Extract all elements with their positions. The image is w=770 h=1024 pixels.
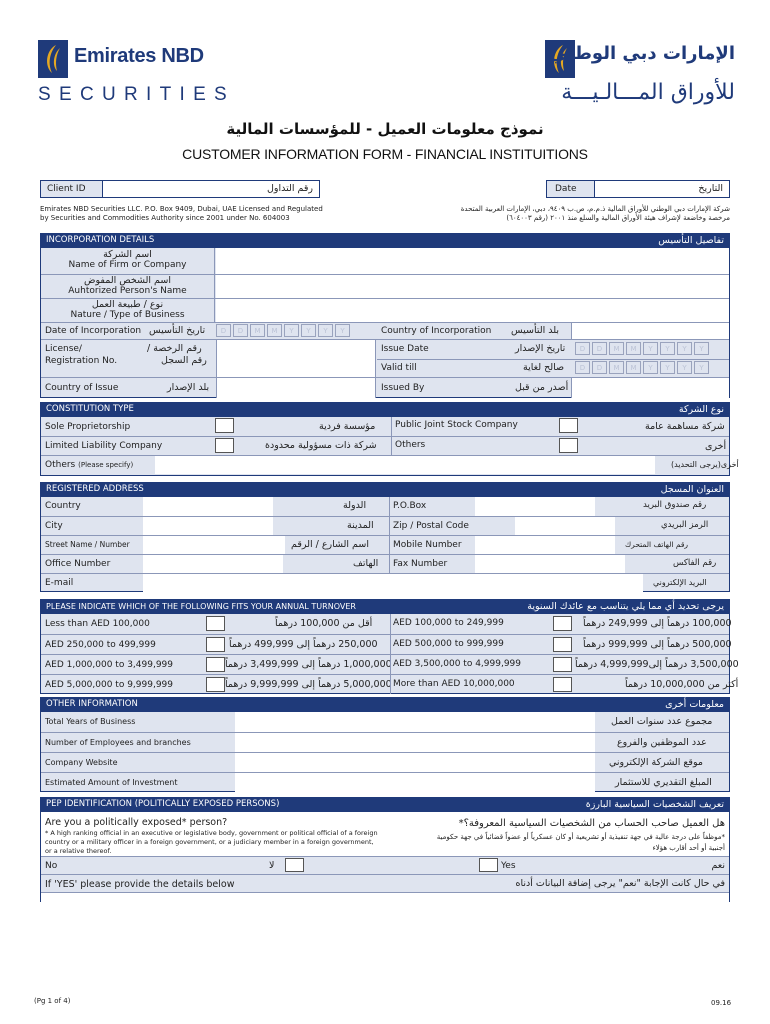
country-issue-label-ar: بلد الإصدار bbox=[167, 382, 210, 393]
turnover-title-en: PLEASE INDICATE WHICH OF THE FOLLOWING FITS YOUR ANNUAL TURNOVER bbox=[46, 602, 356, 611]
years-input[interactable] bbox=[235, 712, 595, 732]
firm-name-input[interactable] bbox=[216, 248, 729, 274]
form-title-ar: نموذج معلومات العميل - للمؤسسات المالية bbox=[226, 120, 544, 138]
pep-question-en: Are you a politically exposed* person? bbox=[45, 817, 228, 828]
date-digit-box[interactable]: D bbox=[575, 342, 590, 355]
disclaimer-ar-2: مرخصة وخاضعة لإشراف هيئة الأوراق المالية والسلع منذ ٢٠٠١ (رقم ٦٠٤٠٠٣) bbox=[506, 214, 730, 222]
pep-question-block bbox=[41, 812, 729, 856]
authorized-label-ar: اسم الشخص المفوض bbox=[84, 275, 171, 286]
constitution-header bbox=[40, 402, 730, 417]
emirates-nbd-emblem-icon bbox=[38, 40, 68, 78]
firm-name-row bbox=[41, 248, 729, 274]
date-digit-box[interactable]: M bbox=[609, 361, 624, 374]
doi-date-input[interactable] bbox=[216, 324, 378, 338]
others-label-ar: أخرى bbox=[705, 441, 727, 452]
turnover-1-right-checkbox[interactable] bbox=[553, 637, 572, 652]
address-row-3 bbox=[41, 535, 729, 554]
incorporation-table bbox=[40, 248, 730, 398]
turnover-row-1 bbox=[41, 634, 732, 654]
client-id-label-ar: رقم التداول bbox=[267, 183, 313, 194]
constitution-title-ar: نوع الشركة bbox=[678, 404, 724, 415]
pep-details-ar: في حال كانت الإجابة "نعم" يرجى إضافة البيانات أدناه bbox=[515, 878, 725, 889]
date-digit-box[interactable]: D bbox=[216, 324, 231, 337]
website-label-en: Company Website bbox=[45, 758, 118, 767]
address-row-5 bbox=[41, 573, 729, 592]
country-label-ar: الدولة bbox=[343, 500, 367, 511]
date-digit-box[interactable]: Y bbox=[660, 342, 675, 355]
incorporation-header bbox=[40, 233, 730, 248]
pep-yes-ar: نعم bbox=[711, 860, 725, 871]
mobile-label-ar: رقم الهاتف المتحرك bbox=[625, 540, 689, 549]
date-digit-box[interactable]: Y bbox=[660, 361, 675, 374]
date-digit-box[interactable]: M bbox=[626, 342, 641, 355]
incorporation-title-ar: تفاصيل التأسيس bbox=[658, 235, 724, 246]
investment-label-en: Estimated Amount of Investment bbox=[45, 778, 178, 787]
pep-note-ar-1: *موظفاً على درجة عالية في جهة تنفيذية أو تشريعية أو كان عسكرياً أو عضواً قضائياً في جهة حكومية bbox=[436, 833, 725, 841]
office-input[interactable] bbox=[143, 555, 283, 573]
email-label-ar: البريد الإلكتروني bbox=[653, 578, 707, 587]
issued-by-label-ar: أصدر من قبل bbox=[515, 382, 569, 393]
firm-name-label-cell bbox=[41, 248, 215, 274]
date-digit-box[interactable]: Y bbox=[694, 342, 709, 355]
date-digit-box[interactable]: D bbox=[575, 361, 590, 374]
license-row bbox=[41, 339, 729, 377]
turnover-1-left-checkbox[interactable] bbox=[206, 637, 225, 652]
pep-yes-checkbox[interactable] bbox=[479, 858, 498, 872]
address-header bbox=[40, 482, 730, 497]
pep-title-ar: تعريف الشخصيات السياسية البارزة bbox=[585, 799, 724, 810]
turnover-2-right-checkbox[interactable] bbox=[553, 657, 572, 672]
country-issue-row bbox=[41, 377, 729, 398]
turnover-2-right-en: AED 3,500,000 to 4,999,999 bbox=[393, 659, 521, 669]
license-label-ar-2: رقم السجل bbox=[161, 355, 207, 366]
others-specify-label-ar: أخرى(يرجى التحديد) bbox=[671, 460, 739, 469]
date-digit-box[interactable]: Y bbox=[643, 342, 658, 355]
llc-label-en: Limited Liability Company bbox=[45, 441, 163, 451]
turnover-0-right-checkbox[interactable] bbox=[553, 616, 572, 631]
pjsc-label-en: Public Joint Stock Company bbox=[395, 420, 518, 430]
pep-yes-en: Yes bbox=[501, 861, 516, 871]
date-digit-box[interactable]: Y bbox=[318, 324, 333, 337]
turnover-3-left-checkbox[interactable] bbox=[206, 677, 225, 692]
constitution-row-3 bbox=[41, 455, 739, 474]
doi-label-ar: تاريخ التأسيس bbox=[149, 325, 206, 336]
website-label-ar: موقع الشركة الإلكتروني bbox=[609, 757, 703, 768]
email-label-en: E-mail bbox=[45, 578, 74, 588]
pep-no-ar: لا bbox=[269, 860, 275, 871]
authorized-label-en: Auhtorized Person's Name bbox=[68, 286, 187, 296]
turnover-row-2 bbox=[41, 654, 739, 674]
others-specify-word: Others bbox=[45, 460, 76, 470]
address-row-4 bbox=[41, 554, 729, 573]
country-label-en: Country bbox=[45, 501, 81, 511]
others-specify-label-en bbox=[45, 460, 133, 470]
pep-details-input[interactable] bbox=[41, 892, 729, 902]
date-digit-box[interactable]: Y bbox=[335, 324, 350, 337]
date-digit-box[interactable]: Y bbox=[694, 361, 709, 374]
turnover-0-left-ar: أقل من 100,000 درهماً bbox=[275, 618, 373, 629]
form-version: 09.16 bbox=[711, 999, 732, 1007]
others-specify-note: (Please specify) bbox=[78, 461, 134, 469]
turnover-header bbox=[40, 599, 730, 614]
other-header bbox=[40, 697, 730, 712]
others-checkbox[interactable] bbox=[559, 438, 578, 453]
turnover-1-left-en: AED 250,000 to 499,999 bbox=[45, 640, 156, 650]
pobox-label-en: P.O.Box bbox=[393, 501, 427, 511]
form-title-en: CUSTOMER INFORMATION FORM - FINANCIAL INSTITUITIONS bbox=[182, 146, 588, 162]
years-row bbox=[41, 712, 729, 732]
logo-en bbox=[38, 40, 236, 106]
firm-name-label-ar: اسم الشركة bbox=[103, 249, 152, 260]
doi-label-en: Date of Incorporation bbox=[45, 326, 142, 336]
fax-input[interactable] bbox=[475, 555, 625, 573]
turnover-1-right-en: AED 500,000 to 999,999 bbox=[393, 639, 504, 649]
office-label-en: Office Number bbox=[45, 559, 111, 569]
turnover-3-right-en: More than AED 10,000,000 bbox=[393, 679, 515, 689]
date-field bbox=[546, 180, 730, 198]
fax-label-ar: رقم الفاكس bbox=[673, 558, 717, 568]
pep-title-en: PEP IDENTIFICATION (POLITICALLY EXPOSED PERSONS) bbox=[46, 799, 280, 809]
pobox-input[interactable] bbox=[475, 497, 595, 516]
street-input[interactable] bbox=[143, 536, 285, 554]
zip-input[interactable] bbox=[515, 517, 615, 535]
others-specify-input[interactable] bbox=[155, 456, 655, 474]
fax-label-en: Fax Number bbox=[393, 559, 448, 569]
email-input[interactable] bbox=[143, 574, 643, 592]
turnover-3-right-ar: أكثر من 10,000,000 درهماً bbox=[625, 679, 739, 690]
other-table bbox=[40, 712, 730, 792]
date-label: Date bbox=[547, 181, 595, 197]
street-label-ar: اسم الشارع / الرقم bbox=[291, 539, 369, 550]
date-digit-box[interactable]: Y bbox=[677, 342, 692, 355]
years-label-ar: مجموع عدد سنوات العمل bbox=[611, 716, 713, 727]
pjsc-checkbox[interactable] bbox=[559, 418, 578, 433]
turnover-table bbox=[40, 614, 739, 694]
date-digit-box[interactable]: Y bbox=[643, 361, 658, 374]
address-row-1 bbox=[41, 497, 729, 516]
employees-label-ar: عدد الموظفين والفروع bbox=[617, 737, 707, 748]
city-label-ar: المدينة bbox=[347, 520, 374, 531]
sole-label-en: Sole Proprietorship bbox=[45, 422, 131, 432]
disclaimer-en-1: Emirates NBD Securities LLC. P.O. Box 9409, Dubai, UAE Licensed and Regulated bbox=[40, 205, 323, 213]
issue-date-label-ar: تاريخ الإصدار bbox=[515, 343, 566, 354]
turnover-2-left-en: AED 1,000,000 to 3,499,999 bbox=[45, 660, 173, 670]
logo-ar-text: الإمارات دبي الوطني bbox=[549, 43, 735, 64]
date-label-ar: التاريخ bbox=[698, 183, 723, 194]
license-input[interactable] bbox=[216, 340, 376, 377]
turnover-0-right-ar: 100,000 درهماً إلى 249,999 درهماً bbox=[583, 618, 732, 629]
pep-no-en: No bbox=[45, 861, 58, 871]
employees-label-en: Number of Employees and branches bbox=[45, 738, 191, 747]
investment-label-ar: المبلغ التقديري للاستثمار bbox=[615, 777, 712, 788]
pep-header bbox=[40, 797, 730, 812]
turnover-2-left-ar: 1,000,000 درهماً إلى 3,499,999 درهماً bbox=[225, 659, 392, 670]
turnover-3-right-checkbox[interactable] bbox=[553, 677, 572, 692]
pjsc-label-ar: شركة مساهمة عامة bbox=[645, 421, 725, 432]
turnover-3-left-en: AED 5,000,000 to 9,999,999 bbox=[45, 680, 173, 690]
sole-label-ar: مؤسسة فردية bbox=[319, 421, 376, 432]
mobile-label-en: Mobile Number bbox=[393, 540, 462, 550]
nature-input[interactable] bbox=[216, 299, 729, 322]
pep-details-row bbox=[41, 874, 729, 892]
issued-by-input[interactable] bbox=[571, 378, 729, 398]
date-input[interactable] bbox=[595, 181, 675, 197]
turnover-0-left-checkbox[interactable] bbox=[206, 616, 225, 631]
date-digit-box[interactable]: Y bbox=[284, 324, 299, 337]
pep-no-checkbox[interactable] bbox=[285, 858, 304, 872]
address-table bbox=[40, 497, 730, 592]
llc-checkbox[interactable] bbox=[215, 438, 234, 453]
pobox-label-ar: رقم صندوق البريد bbox=[643, 500, 707, 510]
nature-label-ar: نوع / طبيعة العمل bbox=[91, 299, 164, 310]
investment-row bbox=[41, 772, 729, 792]
turnover-0-right-en: AED 100,000 to 249,999 bbox=[393, 618, 504, 628]
valid-till-label-ar: صالح لغاية bbox=[523, 362, 565, 373]
turnover-0-left-en: Less than AED 100,000 bbox=[45, 619, 150, 629]
constitution-row-1 bbox=[41, 417, 729, 436]
city-input[interactable] bbox=[143, 517, 273, 535]
logo-ar bbox=[545, 40, 735, 110]
pep-note-ar-2: أجنبية أو أحد أقارب هؤلاء bbox=[652, 844, 725, 852]
coi-label-en: Country of Incorporation bbox=[381, 326, 492, 336]
office-label-ar: الهاتف bbox=[353, 558, 379, 569]
turnover-row-0 bbox=[41, 614, 732, 634]
pep-note-en-3: or a relative thereof. bbox=[45, 847, 112, 855]
pep-note-en-2: country or a military officer in a foreign government, or a judiciary member in a foreign government, bbox=[45, 838, 374, 846]
turnover-3-left-ar: 5,000,000 درهماً إلى 9,999,999 درهماً bbox=[225, 679, 392, 690]
issue-date-input[interactable] bbox=[575, 342, 730, 356]
date-digit-box[interactable]: Y bbox=[677, 361, 692, 374]
nature-row bbox=[41, 298, 729, 322]
valid-till-input[interactable] bbox=[575, 361, 730, 375]
date-digit-box[interactable]: M bbox=[267, 324, 282, 337]
incorporation-title-en: INCORPORATION DETAILS bbox=[46, 235, 155, 245]
license-label-en-2: Registration No. bbox=[45, 356, 118, 366]
date-digit-box[interactable]: D bbox=[233, 324, 248, 337]
other-title-en: OTHER INFORMATION bbox=[46, 699, 138, 709]
others-label-en: Others bbox=[395, 440, 426, 450]
zip-label-en: Zip / Postal Code bbox=[393, 521, 469, 531]
date-digit-box[interactable]: D bbox=[592, 342, 607, 355]
turnover-row-3 bbox=[41, 674, 739, 694]
turnover-title-ar: يرجى تحديد أي مما يلي يتناسب مع عائدك السنوية bbox=[527, 601, 724, 612]
logo-en-sub: SECURITIES bbox=[38, 84, 236, 105]
employees-input[interactable] bbox=[235, 733, 595, 752]
address-title-ar: العنوان المسجل bbox=[660, 484, 724, 495]
issued-by-label-en: Issued By bbox=[381, 383, 425, 393]
country-issue-label-en: Country of Issue bbox=[45, 383, 119, 393]
date-digit-box[interactable]: M bbox=[250, 324, 265, 337]
client-id-field bbox=[40, 180, 320, 198]
page-number: (Pg 1 of 4) bbox=[34, 997, 71, 1005]
other-title-ar: معلومات أخرى bbox=[665, 699, 724, 710]
client-id-input[interactable] bbox=[103, 181, 233, 197]
doi-row bbox=[41, 322, 729, 339]
date-digit-box[interactable]: D bbox=[592, 361, 607, 374]
date-digit-box[interactable]: Y bbox=[301, 324, 316, 337]
website-input[interactable] bbox=[235, 753, 595, 772]
coi-input[interactable] bbox=[571, 323, 729, 339]
coi-label-ar: بلد التأسيس bbox=[511, 325, 560, 336]
firm-name-label-en: Name of Firm or Company bbox=[68, 260, 187, 270]
investment-input[interactable] bbox=[235, 773, 595, 792]
license-label-ar-1: رقم الرخصة / bbox=[147, 343, 202, 354]
street-label-en: Street Name / Number bbox=[45, 540, 130, 549]
nature-label-cell bbox=[41, 299, 215, 322]
llc-label-ar: شركة ذات مسؤولية محدودة bbox=[265, 440, 377, 451]
turnover-2-left-checkbox[interactable] bbox=[206, 657, 225, 672]
constitution-table bbox=[40, 417, 739, 476]
pep-note-en-1: * A high ranking official in an executive or legislative body, government or political official of a foreign bbox=[45, 829, 378, 837]
sole-checkbox[interactable] bbox=[215, 418, 234, 433]
authorized-label-cell bbox=[41, 275, 215, 298]
pep-question-ar: هل العميل صاحب الحساب من الشخصيات السياسية المعروفة؟* bbox=[458, 818, 725, 829]
country-input[interactable] bbox=[143, 497, 273, 516]
date-digit-box[interactable]: M bbox=[609, 342, 624, 355]
zip-label-ar: الرمز البريدي bbox=[661, 520, 709, 530]
disclaimer-ar-1: شركة الإمارات دبي الوطني للأوراق المالية ذ.م.م، ص.ب ٩٤٠٩، دبي، الإمارات العربية المتحدة bbox=[460, 205, 730, 213]
nature-label-en: Nature / Type of Business bbox=[70, 310, 185, 320]
logo-ar-sub: للأوراق المـــالـيـــة bbox=[561, 80, 735, 105]
city-label-en: City bbox=[45, 521, 63, 531]
valid-till-label-en: Valid till bbox=[381, 363, 417, 373]
turnover-1-right-ar: 500,000 درهماً إلى 999,999 درهماً bbox=[583, 639, 732, 650]
issue-date-label-en: Issue Date bbox=[381, 344, 429, 354]
website-row bbox=[41, 752, 729, 772]
address-row-2 bbox=[41, 516, 729, 535]
pep-table bbox=[40, 812, 730, 902]
authorized-person-input[interactable] bbox=[216, 275, 729, 298]
license-label-en-1: License/ bbox=[45, 344, 82, 354]
turnover-1-left-ar: 250,000 درهماً إلى 499,999 درهماً bbox=[229, 639, 378, 650]
client-id-label: Client ID bbox=[41, 181, 103, 197]
address-title-en: REGISTERED ADDRESS bbox=[46, 484, 144, 494]
years-label-en: Total Years of Business bbox=[45, 717, 136, 726]
turnover-2-right-ar: 3,500,000 درهماً إلى4,999,999 درهماً bbox=[575, 659, 739, 670]
disclaimer-en-2: by Securities and Commodities Authority since 2001 under No. 604003 bbox=[40, 214, 290, 222]
pep-details-en: If 'YES' please provide the details below bbox=[45, 879, 235, 890]
constitution-title-en: CONSTITUTION TYPE bbox=[46, 404, 134, 414]
constitution-row-2 bbox=[41, 436, 729, 455]
logo-en-text: Emirates NBD bbox=[74, 45, 204, 67]
date-digit-box[interactable]: M bbox=[626, 361, 641, 374]
country-issue-input[interactable] bbox=[216, 378, 376, 398]
employees-row bbox=[41, 732, 729, 752]
authorized-person-row bbox=[41, 274, 729, 298]
pep-answer-row bbox=[41, 856, 729, 874]
mobile-input[interactable] bbox=[475, 536, 615, 554]
